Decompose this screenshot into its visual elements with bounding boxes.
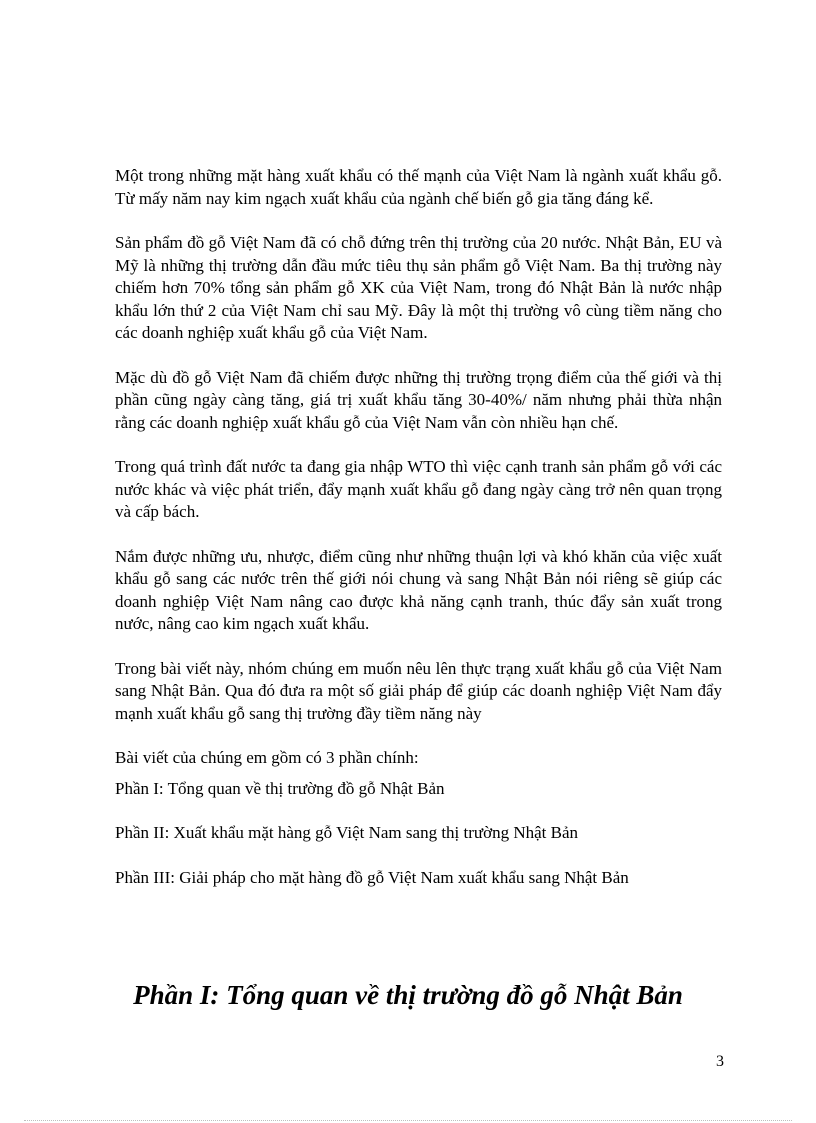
paragraph-6: Trong bài viết này, nhóm chúng em muốn nêu lên thực trạng xuất khẩu gỗ của Việt Nam sang Nhật Bản. Qua đó đưa ra một số giải pháp để giúp các doanh nghiệp Việt Nam đẩy mạnh xuất khẩu gỗ sang thị trường đầy tiềm năng này — [115, 658, 722, 723]
outline-intro: Bài viết của chúng em gồm có 3 phần chính: — [115, 748, 419, 767]
paragraph-1: Một trong những mặt hàng xuất khẩu có thế mạnh của Việt Nam là ngành xuất khẩu gỗ. Từ mấy năm nay kim ngạch xuất khẩu của ngành chế biến gỗ gia tăng đáng kể. — [115, 166, 722, 208]
body-text — [115, 165, 722, 889]
outline-item-2: Phần II: Xuất khẩu mặt hàng gỗ Việt Nam sang thị trường Nhật Bản — [115, 823, 579, 842]
page-number: 3 — [716, 1053, 724, 1070]
outline-item-1: Phần I: Tổng quan về thị trường đồ gỗ Nhật Bản — [115, 778, 445, 798]
paragraph-4: Trong quá trình đất nước ta đang gia nhập WTO thì việc cạnh tranh sản phẩm gỗ với các nước khác và việc phát triển, đẩy mạnh xuất khẩu gỗ đang ngày càng trở nên quan trọng và cấp bách. — [115, 457, 722, 521]
paragraph-5: Nắm được những ưu, nhược, điểm cũng như những thuận lợi và khó khăn của việc xuất khẩu gỗ sang các nước trên thế giới nói chung và sang Nhật Bản nói riêng sẽ giúp các doanh nghiệp Việt Nam nâng cao được khả năng cạnh tranh, thúc đẩy sản xuất trong nước, nâng cao kim ngạch xuất khẩu. — [115, 546, 722, 633]
footer-divider — [24, 1120, 792, 1121]
outline-item-3: Phần III: Giải pháp cho mặt hàng đồ gỗ Việt Nam xuất khẩu sang Nhật Bản — [115, 867, 629, 887]
paragraph-3: Mặc dù đồ gỗ Việt Nam đã chiếm được những thị trường trọng điểm của thế giới và thị phần cũng ngày càng tăng, giá trị xuất khẩu tăng 30-40%/ năm nhưng phải thừa nhận rằng các doanh nghiệp xuất khẩu gỗ của Việt Nam vẫn còn nhiều hạn chế. — [115, 367, 722, 432]
paragraph-2: Sản phẩm đồ gỗ Việt Nam đã có chỗ đứng trên thị trường của 20 nước. Nhật Bản, EU và Mỹ là những thị trường dẫn đầu mức tiêu thụ sản phẩm gỗ Việt Nam. Ba thị trường này chiếm hơn 70% tổng sản phẩm gỗ XK của Việt Nam, trong đó Nhật Bản là nước nhập khẩu lớn thứ 2 của Việt Nam chỉ sau Mỹ. Đây là một thị trường vô cùng tiềm năng cho các doanh nghiệp xuất khẩu gỗ của Việt Nam. — [115, 233, 722, 342]
section-heading: Phần I: Tổng quan về thị trường đồ gỗ Nhật Bản — [133, 980, 683, 1010]
